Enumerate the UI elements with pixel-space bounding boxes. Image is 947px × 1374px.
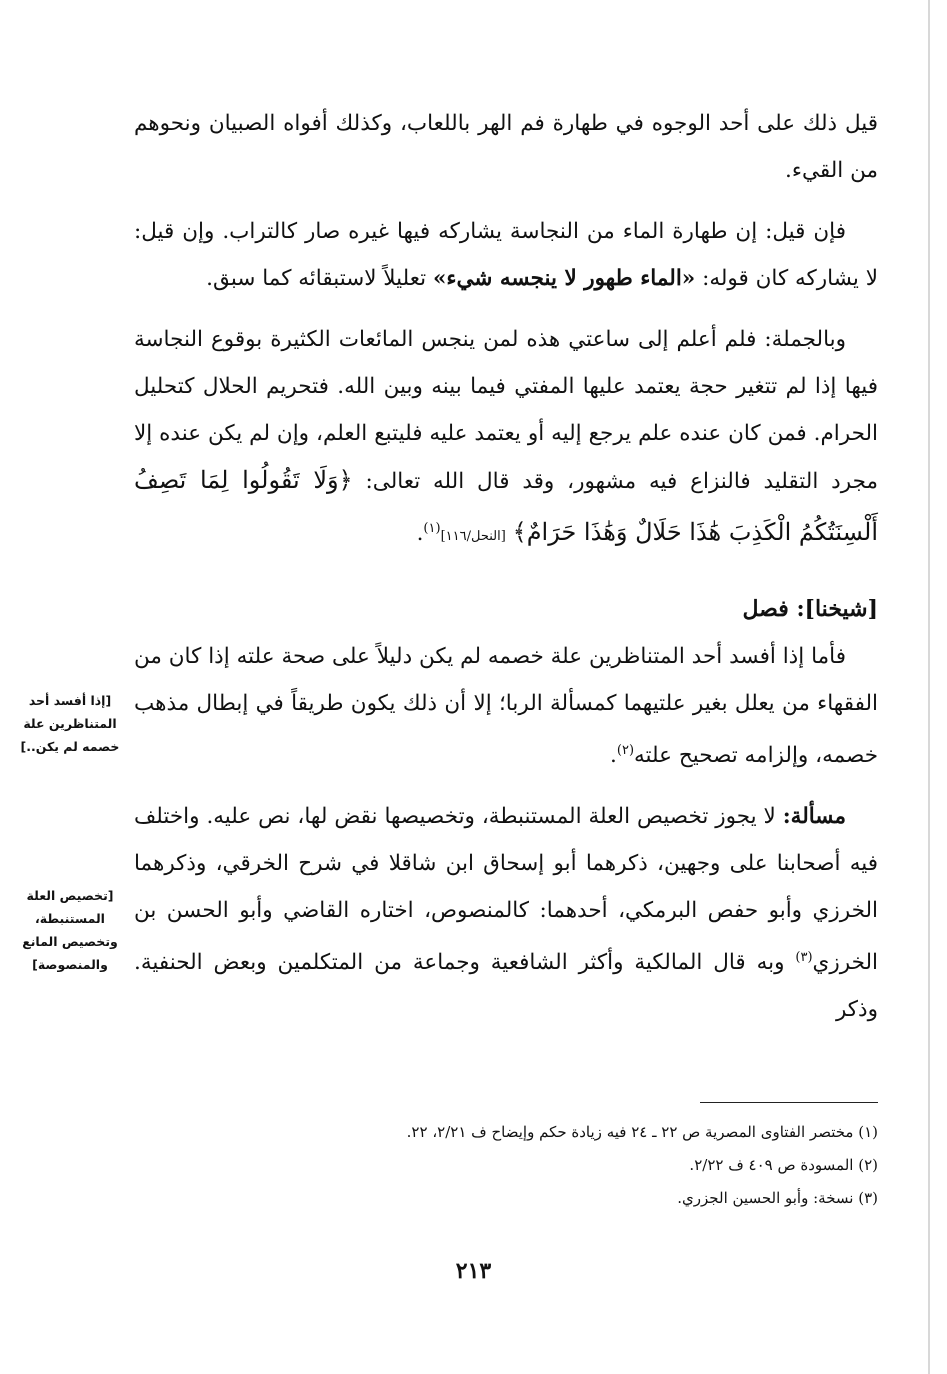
margin-note-2: [تخصيص العلة المستنبطة، وتخصيص المانع والمنصوصة]	[22, 888, 118, 972]
paragraph-3-end: .	[416, 521, 424, 547]
paragraph-4-text: فأما إذا أفسد أحد المتناظرين علة خصمه لم يكن دليلاً على صحة علته إذا كان من الفقهاء من يعلل بغير علتيهما كمسألة الربا؛ إلا أن ذلك يكون طريقاً في إبطال مذهب خصمه، وإلزامه تصحيح علته	[134, 644, 878, 769]
paragraph-5-end: وبه قال المالكية وأكثر الشافعية وجماعة من المتكلمين وبعض الحنفية. وذكر	[134, 950, 878, 1023]
paragraph-2-end: تعليلاً لاستبقائه كما سبق.	[206, 266, 433, 291]
paragraph-4-end: .	[610, 743, 617, 769]
main-text	[134, 100, 878, 1033]
footnote-marker-3: (٣)	[795, 950, 813, 966]
paragraph-1-text: قيل ذلك على أحد الوجوه في طهارة فم الهر باللعاب، وكذلك أفواه الصبيان ونحوهم من القيء.	[134, 111, 878, 183]
heading-title: فصل	[742, 596, 789, 623]
section-heading	[134, 586, 878, 633]
paragraph-1	[134, 100, 878, 194]
paragraph-5	[134, 793, 878, 1033]
paragraph-3	[134, 316, 878, 560]
footnote-3: (٣) نسخة: وأبو الحسين الجزري.	[677, 1189, 878, 1207]
footnote-2: (٢) المسودة ص ٤٠٩ ف ٢/٢٢.	[689, 1156, 878, 1174]
footnote-divider	[700, 1102, 878, 1103]
heading-source: [شيخنا]:	[788, 596, 878, 623]
margin-note-1: [إذا أفسد أحد المتناظرين علة خصمه لم يكن..]	[20, 693, 120, 754]
quran-verse: ﴿وَلَا تَقُولُوا لِمَا تَصِفُ أَلْسِنَتُكُمُ الْكَذِبَ هَٰذَا حَلَالٌ وَهَٰذَا حَرَامٌ﴾	[134, 466, 878, 547]
paragraph-4	[134, 633, 878, 779]
paragraph-3-text: وبالجملة: فلم أعلم إلى ساعتي هذه لمن ينجس المائعات الكثيرة بوقوع النجاسة فيها إذا لم تتغير حجة يعتمد عليها المفتي فيما بينه وبين الله. فتحريم الحلال كتحليل الحرام. فمن كان عنده علم يرجع إليه أو يعتمد عليه فليتبع العلم، وإن لم يكن عنده إلا مجرد التقليد فالنزاع فيه مشهور، وقد قال الله تعالى:	[134, 327, 878, 494]
verse-reference: [النحل/١١٦]	[440, 529, 506, 545]
paragraph-5-text: لا يجوز تخصيص العلة المستنبطة، وتخصيصها نقض لها، نص عليه. واختلف فيه أصحابنا على وجهين، ذكرهما أبو إسحاق ابن شاقلا في شرح الخرقي، وذكرهما الخرزي وأبو حفص البرمكي، أحدهما: كالمنصوص، اختاره القاضي وأبو الحسن بن الخرزي	[134, 804, 878, 976]
page-number: ٢١٣	[455, 1258, 492, 1284]
footnote-marker-2: (٢)	[616, 743, 635, 759]
footnote-marker-1: (١)	[423, 521, 441, 536]
scan-edge	[928, 0, 930, 1374]
paragraph-2-text: فإن قيل: إن طهارة الماء من النجاسة يشاركه فيها غيره صار كالتراب. وإن قيل: لا يشاركه كان قوله:	[134, 219, 878, 291]
footnotes	[150, 1116, 878, 1215]
issue-label: مسألة:	[782, 804, 846, 830]
hadith-quote: «الماء طهور لا ينجسه شيء»	[432, 266, 696, 291]
paragraph-2	[134, 208, 878, 302]
footnote-1: (١) مختصر الفتاوى المصرية ص ٢٢ ـ ٢٤ فيه زيادة حكم وإيضاح ف ٢/٢١، ٢٢.	[406, 1123, 878, 1141]
